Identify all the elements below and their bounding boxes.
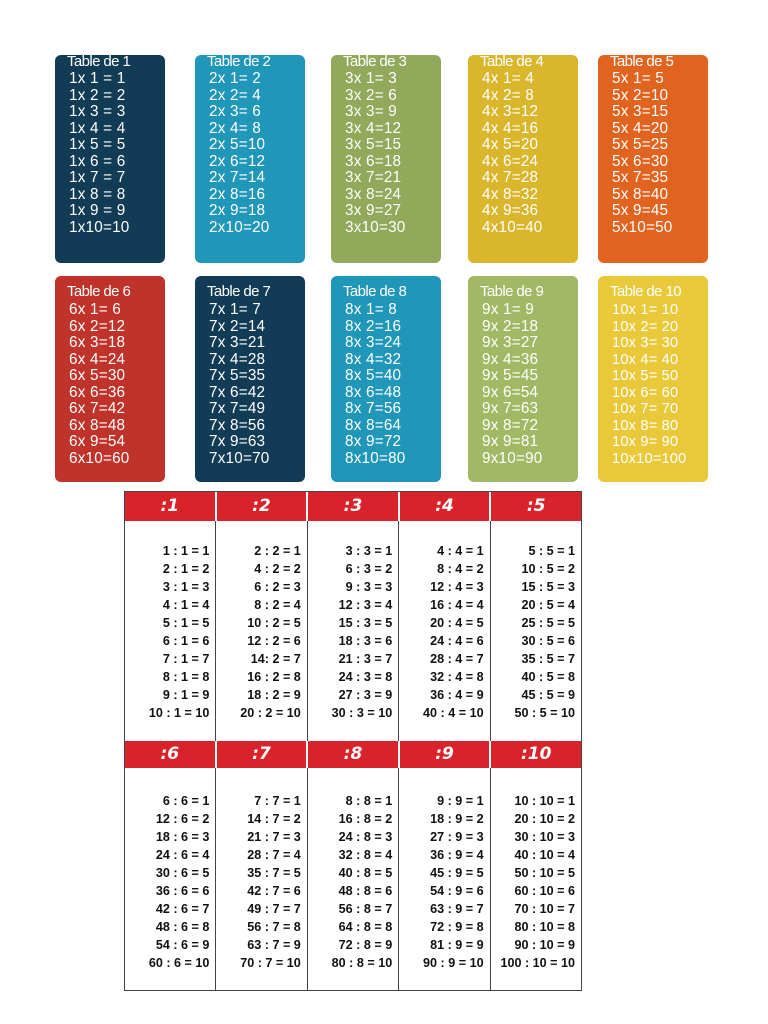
multiplication-card-6	[55, 276, 165, 482]
division-column	[216, 521, 307, 741]
card-lines	[345, 71, 441, 236]
multiplication-card-1	[55, 55, 165, 263]
card-title: Table de 1	[67, 55, 131, 70]
division-line: 18 : 3 = 6	[338, 634, 393, 648]
multiplication-line: 4x 8=32	[482, 185, 539, 203]
multiplication-line: 10x 5= 50	[612, 368, 679, 384]
division-line: 90 : 9 = 10	[423, 956, 484, 970]
division-line: 45 : 9 = 5	[430, 866, 484, 880]
division-line: 18 : 9 = 2	[430, 812, 484, 826]
multiplication-line: 5x 2=10	[612, 86, 669, 104]
division-line: 36 : 6 = 6	[155, 884, 210, 898]
multiplication-line: 5x 5=25	[612, 136, 669, 153]
multiplication-line: 5x 1= 5	[612, 70, 665, 87]
multiplication-line: 1x 4 = 4	[69, 119, 126, 137]
card-lines	[482, 302, 578, 467]
multiplication-line: 7x 2=14	[209, 317, 266, 335]
division-line: 9 : 1 = 9	[162, 688, 210, 702]
multiplication-line: 3x 1= 3	[345, 70, 398, 87]
multiplication-line: 4x 5=20	[482, 136, 539, 153]
division-line: 12 : 3 = 4	[338, 598, 393, 612]
division-header-row	[125, 741, 581, 768]
division-line: 8 : 2 = 4	[254, 598, 301, 612]
multiplication-line: 7x 4=28	[209, 350, 266, 368]
division-line: 35 : 5 = 7	[521, 652, 576, 666]
multiplication-line: 5x10=50	[612, 218, 673, 236]
division-line: 12 : 4 = 3	[430, 580, 484, 594]
division-line: 27 : 9 = 3	[430, 830, 484, 844]
multiplication-line: 6x 5=30	[69, 367, 126, 384]
division-line: 6 : 2 = 3	[254, 580, 301, 594]
division-line: 40 : 10 = 4	[514, 848, 576, 862]
division-line: 30 : 6 = 5	[155, 866, 210, 880]
multiplication-line: 6x 3=18	[69, 334, 126, 351]
card-lines	[612, 71, 708, 236]
multiplication-line: 6x 7=42	[69, 400, 126, 417]
multiplication-line: 4x 6=24	[482, 152, 539, 170]
multiplication-line: 2x 8=16	[209, 185, 266, 203]
multiplication-line: 9x 8=72	[482, 416, 539, 434]
multiplication-line: 5x 3=15	[612, 103, 669, 120]
multiplication-card-9	[468, 276, 578, 482]
division-block-bottom	[125, 741, 581, 990]
division-line: 14: 2 = 7	[250, 652, 301, 666]
division-line: 30 : 3 = 10	[331, 706, 393, 720]
division-line: 32 : 4 = 8	[430, 670, 484, 684]
multiplication-line: 5x 9=45	[612, 202, 669, 219]
division-line: 15 : 3 = 5	[338, 616, 393, 630]
multiplication-line: 10x 2= 20	[612, 318, 679, 335]
division-columns	[125, 521, 581, 741]
multiplication-line: 10x10=100	[612, 450, 687, 467]
multiplication-card-8	[331, 276, 441, 482]
division-line: 72 : 8 = 9	[338, 938, 393, 952]
division-header-cell: :4	[400, 492, 492, 521]
division-line: 28 : 7 = 4	[247, 848, 301, 862]
division-line: 42 : 6 = 7	[155, 902, 210, 916]
multiplication-line: 7x 9=63	[209, 433, 266, 450]
card-title: Table de 9	[480, 283, 544, 300]
multiplication-line: 10x 7= 70	[612, 401, 679, 417]
division-line: 21 : 3 = 7	[338, 652, 393, 666]
card-title: Table de 3	[343, 55, 407, 70]
multiplication-line: 9x 6=54	[482, 383, 539, 401]
card-lines	[482, 71, 578, 236]
multiplication-card-3	[331, 55, 441, 263]
division-header-cell: :3	[308, 492, 400, 521]
division-table	[124, 491, 582, 991]
multiplication-line: 3x 2= 6	[345, 86, 398, 104]
multiplication-line: 3x 4=12	[345, 119, 402, 137]
multiplication-line: 6x 8=48	[69, 416, 126, 434]
multiplication-line: 4x 2= 8	[482, 86, 535, 104]
division-line: 8 : 4 = 2	[437, 562, 484, 576]
division-line: 80 : 10 = 8	[514, 920, 576, 934]
multiplication-line: 6x 6=36	[69, 383, 126, 401]
division-line: 54 : 9 = 6	[430, 884, 484, 898]
multiplication-line: 5x 4=20	[612, 119, 669, 137]
division-header-row	[125, 492, 581, 521]
division-line: 10 : 5 = 2	[521, 562, 576, 576]
division-line: 35 : 7 = 5	[247, 866, 301, 880]
multiplication-line: 4x 7=28	[482, 169, 539, 186]
multiplication-line: 2x10=20	[209, 218, 270, 236]
card-title: Table de 7	[207, 283, 271, 300]
division-line: 10 : 2 = 5	[247, 616, 301, 630]
multiplication-line: 4x 4=16	[482, 119, 539, 137]
card-lines	[209, 302, 305, 467]
multiplication-card-7	[195, 276, 305, 482]
division-column	[216, 768, 307, 990]
division-line: 16 : 4 = 4	[430, 598, 484, 612]
division-line: 2 : 2 = 1	[254, 544, 301, 558]
multiplication-line: 4x 3=12	[482, 103, 539, 120]
division-line: 6 : 3 = 2	[345, 562, 393, 576]
division-line: 10 : 10 = 1	[514, 794, 576, 808]
division-line: 9 : 9 = 1	[437, 794, 484, 808]
card-lines	[209, 71, 305, 236]
multiplication-line: 3x 6=18	[345, 152, 402, 170]
division-line: 80 : 8 = 10	[331, 956, 393, 970]
division-line: 36 : 9 = 4	[430, 848, 484, 862]
division-line: 63 : 9 = 7	[430, 902, 484, 916]
card-title: Table de 2	[207, 55, 271, 70]
division-line: 30 : 10 = 3	[514, 830, 576, 844]
card-lines	[345, 302, 441, 467]
multiplication-line: 2x 5=10	[209, 136, 266, 153]
multiplication-line: 6x 2=12	[69, 317, 126, 335]
multiplication-line: 2x 3= 6	[209, 103, 262, 120]
multiplication-line: 2x 2= 4	[209, 86, 262, 104]
division-line: 36 : 4 = 9	[430, 688, 484, 702]
multiplication-line: 3x10=30	[345, 218, 406, 236]
multiplication-line: 8x 5=40	[345, 367, 402, 384]
division-line: 90 : 10 = 9	[514, 938, 576, 952]
multiplication-line: 10x 9= 90	[612, 434, 679, 450]
multiplication-line: 1x 3 = 3	[69, 103, 126, 120]
division-line: 40 : 4 = 10	[423, 706, 484, 720]
division-line: 28 : 4 = 7	[430, 652, 484, 666]
division-line: 42 : 7 = 6	[247, 884, 301, 898]
multiplication-line: 10x 8= 80	[612, 417, 679, 434]
card-lines	[69, 71, 165, 236]
division-block-top	[125, 492, 581, 741]
multiplication-line: 6x 4=24	[69, 350, 126, 368]
division-line: 64 : 8 = 8	[338, 920, 393, 934]
multiplication-line: 5x 6=30	[612, 152, 669, 170]
card-lines	[612, 302, 708, 467]
multiplication-line: 7x 3=21	[209, 334, 266, 351]
multiplication-line: 9x 7=63	[482, 400, 539, 417]
division-column	[399, 521, 490, 741]
division-column	[125, 521, 216, 741]
multiplication-line: 2x 6=12	[209, 152, 266, 170]
multiplication-line: 7x 1= 7	[209, 301, 262, 318]
division-line: 18 : 2 = 9	[247, 688, 301, 702]
division-line: 20 : 4 = 5	[430, 616, 484, 630]
multiplication-line: 4x 9=36	[482, 202, 539, 219]
multiplication-line: 8x 7=56	[345, 400, 402, 417]
multiplication-line: 5x 8=40	[612, 185, 669, 203]
multiplication-line: 1x 7 = 7	[69, 169, 126, 186]
division-line: 14 : 7 = 2	[247, 812, 301, 826]
division-line: 7 : 7 = 1	[254, 794, 301, 808]
multiplication-line: 10x 1= 10	[612, 302, 679, 318]
multiplication-line: 9x 1= 9	[482, 301, 535, 318]
division-line: 2 : 1 = 2	[162, 562, 210, 576]
division-line: 50 : 10 = 5	[514, 866, 576, 880]
multiplication-line: 3x 9=27	[345, 202, 402, 219]
division-line: 100 : 10 = 10	[500, 956, 576, 970]
division-column	[125, 768, 216, 990]
multiplication-line: 3x 3= 9	[345, 103, 398, 120]
division-line: 54 : 6 = 9	[155, 938, 210, 952]
division-line: 70 : 10 = 7	[514, 902, 576, 916]
division-line: 81 : 9 = 9	[430, 938, 484, 952]
multiplication-card-10	[598, 276, 708, 482]
multiplication-line: 2x 1= 2	[209, 70, 262, 87]
division-line: 40 : 5 = 8	[521, 670, 576, 684]
division-header-cell: :1	[125, 492, 217, 521]
card-title: Table de 8	[343, 283, 407, 300]
multiplication-line: 7x 8=56	[209, 416, 266, 434]
multiplication-line: 7x 5=35	[209, 367, 266, 384]
division-line: 60 : 6 = 10	[148, 956, 210, 970]
multiplication-line: 8x 6=48	[345, 383, 402, 401]
division-line: 4 : 1 = 4	[162, 598, 210, 612]
multiplication-line: 5x 7=35	[612, 169, 669, 186]
multiplication-line: 3x 8=24	[345, 185, 402, 203]
division-line: 18 : 6 = 3	[155, 830, 210, 844]
multiplication-line: 8x 9=72	[345, 433, 402, 450]
card-title: Table de 5	[610, 55, 674, 70]
multiplication-line: 8x 4=32	[345, 350, 402, 368]
division-line: 48 : 6 = 8	[155, 920, 210, 934]
multiplication-line: 8x10=80	[345, 449, 406, 467]
multiplication-line: 2x 7=14	[209, 169, 266, 186]
division-line: 9 : 3 = 3	[345, 580, 393, 594]
multiplication-line: 6x 9=54	[69, 433, 126, 450]
division-header-cell: :8	[308, 741, 400, 768]
division-line: 5 : 5 = 1	[528, 544, 576, 558]
division-line: 49 : 7 = 7	[247, 902, 301, 916]
division-header-cell: :9	[400, 741, 492, 768]
division-line: 8 : 1 = 8	[162, 670, 210, 684]
multiplication-line: 8x 8=64	[345, 416, 402, 434]
card-title: Table de 6	[67, 283, 131, 300]
multiplication-line: 4x10=40	[482, 218, 543, 236]
multiplication-card-5	[598, 55, 708, 263]
division-line: 3 : 3 = 1	[345, 544, 393, 558]
division-line: 40 : 8 = 5	[338, 866, 393, 880]
multiplication-line: 2x 4= 8	[209, 119, 262, 137]
division-line: 27 : 3 = 9	[338, 688, 393, 702]
multiplication-line: 9x 3=27	[482, 334, 539, 351]
division-line: 3 : 1 = 3	[162, 580, 210, 594]
multiplication-line: 7x10=70	[209, 449, 270, 467]
multiplication-line: 8x 2=16	[345, 317, 402, 335]
multiplication-line: 6x 1= 6	[69, 301, 122, 318]
division-line: 24 : 8 = 3	[338, 830, 393, 844]
multiplication-line: 6x10=60	[69, 449, 130, 467]
multiplication-line: 3x 7=21	[345, 169, 402, 186]
division-line: 12 : 2 = 6	[247, 634, 301, 648]
division-column	[491, 768, 581, 990]
division-line: 6 : 1 = 6	[162, 634, 210, 648]
division-line: 56 : 8 = 7	[338, 902, 393, 916]
card-lines	[69, 302, 165, 467]
card-title: Table de 10	[610, 283, 681, 300]
division-line: 12 : 6 = 2	[155, 812, 210, 826]
division-line: 63 : 7 = 9	[247, 938, 301, 952]
division-header-cell: :7	[217, 741, 309, 768]
card-title: Table de 4	[480, 55, 544, 70]
division-line: 24 : 6 = 4	[155, 848, 210, 862]
multiplication-line: 1x10=10	[69, 218, 130, 236]
division-header-cell: :5	[491, 492, 581, 521]
division-line: 48 : 8 = 6	[338, 884, 393, 898]
multiplication-line: 9x10=90	[482, 449, 543, 467]
multiplication-line: 10x 3= 30	[612, 335, 679, 351]
division-line: 15 : 5 = 3	[521, 580, 576, 594]
division-line: 32 : 8 = 4	[338, 848, 393, 862]
division-line: 6 : 6 = 1	[162, 794, 210, 808]
division-line: 70 : 7 = 10	[240, 956, 301, 970]
division-line: 72 : 9 = 8	[430, 920, 484, 934]
multiplication-line: 1x 5 = 5	[69, 136, 126, 153]
multiplication-line: 7x 7=49	[209, 400, 266, 417]
division-line: 56 : 7 = 8	[247, 920, 301, 934]
multiplication-line: 1x 1 = 1	[69, 70, 126, 87]
division-column	[308, 768, 399, 990]
division-line: 24 : 4 = 6	[430, 634, 484, 648]
division-column	[399, 768, 490, 990]
division-header-cell: :2	[217, 492, 309, 521]
division-line: 4 : 4 = 1	[437, 544, 484, 558]
division-line: 20 : 2 = 10	[240, 706, 301, 720]
division-line: 25 : 5 = 5	[521, 616, 576, 630]
multiplication-line: 1x 9 = 9	[69, 202, 126, 219]
multiplication-line: 4x 1= 4	[482, 70, 535, 87]
multiplication-line: 9x 4=36	[482, 350, 539, 368]
division-line: 60 : 10 = 6	[514, 884, 576, 898]
multiplication-line: 2x 9=18	[209, 202, 266, 219]
division-columns	[125, 768, 581, 990]
multiplication-card-2	[195, 55, 305, 263]
multiplication-line: 1x 6 = 6	[69, 152, 126, 170]
division-line: 20 : 10 = 2	[514, 812, 576, 826]
multiplication-line: 9x 5=45	[482, 367, 539, 384]
division-line: 16 : 2 = 8	[247, 670, 301, 684]
division-line: 7 : 1 = 7	[162, 652, 210, 666]
multiplication-line: 7x 6=42	[209, 383, 266, 401]
division-header-cell: :10	[491, 741, 581, 768]
multiplication-line: 9x 9=81	[482, 433, 539, 450]
division-line: 21 : 7 = 3	[247, 830, 301, 844]
multiplication-line: 1x 8 = 8	[69, 185, 126, 203]
division-line: 24 : 3 = 8	[338, 670, 393, 684]
multiplication-line: 10x 4= 40	[612, 351, 679, 368]
multiplication-line: 9x 2=18	[482, 317, 539, 335]
division-line: 1 : 1 = 1	[162, 544, 210, 558]
multiplication-line: 8x 3=24	[345, 334, 402, 351]
division-line: 8 : 8 = 1	[345, 794, 393, 808]
division-line: 20 : 5 = 4	[521, 598, 576, 612]
division-header-cell: :6	[125, 741, 217, 768]
division-column	[308, 521, 399, 741]
division-column	[491, 521, 581, 741]
division-line: 30 : 5 = 6	[521, 634, 576, 648]
division-line: 16 : 8 = 2	[338, 812, 393, 826]
multiplication-line: 8x 1= 8	[345, 301, 398, 318]
multiplication-line: 10x 6= 60	[612, 384, 679, 401]
division-line: 50 : 5 = 10	[514, 706, 576, 720]
division-line: 5 : 1 = 5	[162, 616, 210, 630]
division-line: 4 : 2 = 2	[254, 562, 301, 576]
multiplication-card-4	[468, 55, 578, 263]
division-line: 10 : 1 = 10	[148, 706, 210, 720]
multiplication-line: 3x 5=15	[345, 136, 402, 153]
multiplication-line: 1x 2 = 2	[69, 86, 126, 104]
division-line: 45 : 5 = 9	[521, 688, 576, 702]
